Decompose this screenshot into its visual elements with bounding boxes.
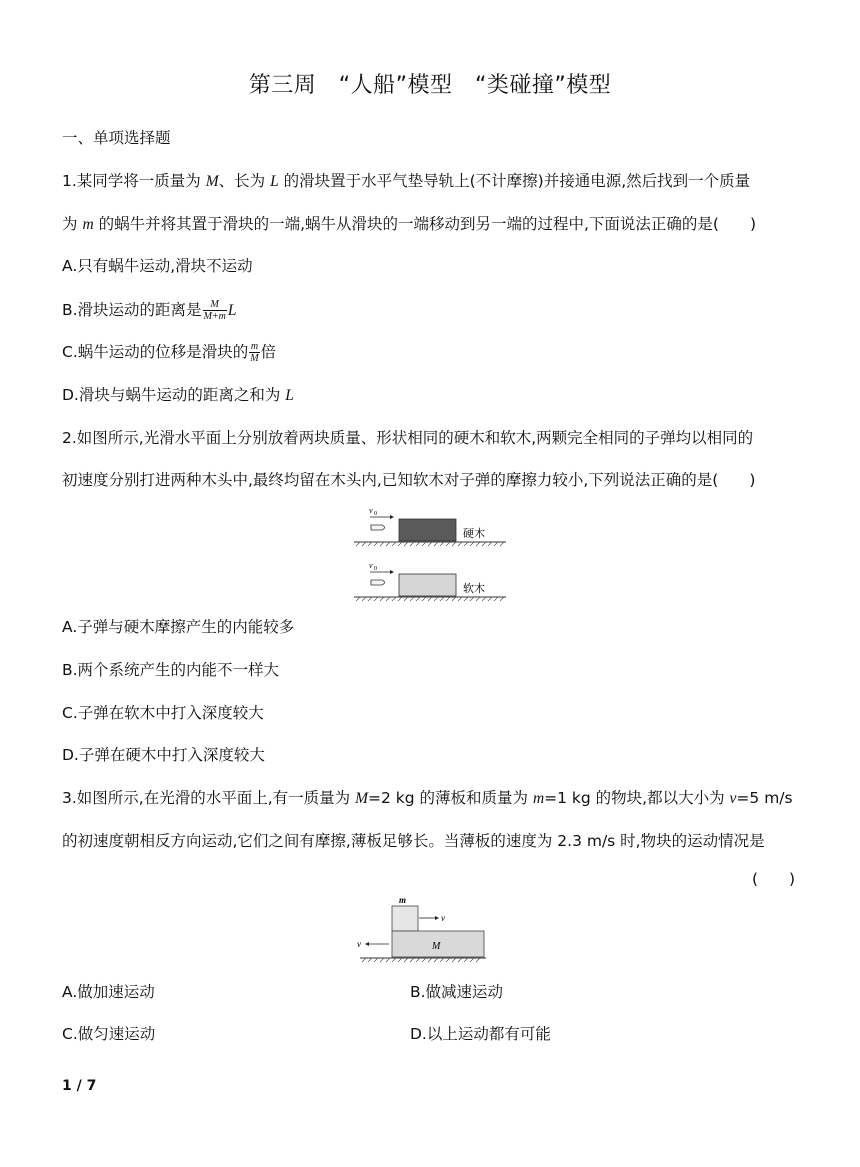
section-heading: 一、单项选择题 [62,129,171,147]
q3-option-c: C.做匀速运动 [62,1025,156,1043]
q2-option-d: D.子弹在硬木中打入深度较大 [62,746,265,764]
velocity-label: v [369,506,373,515]
q2-stem-line2: 初速度分别打进两种木头中,最终均留在木头内,已知软木对子弹的摩擦力较小,下列说法正确的是( ) [62,471,756,489]
q3-figure [356,893,488,965]
velocity-label: v [369,561,373,570]
q1-option-d: D.滑块与蜗牛运动的距离之和为 L [62,386,294,404]
answer-bracket: ( ) [752,870,796,888]
q2-option-a: A.子弹与硬木摩擦产生的内能较多 [62,618,295,636]
hardwood-label: 硬木 [463,527,485,540]
q2-stem-line1: 2.如图所示,光滑水平面上分别放着两块质量、形状相同的硬木和软木,两颗完全相同的子弹均以相同的 [62,429,754,447]
q3-stem-line2: 的初速度朝相反方向运动,它们之间有摩擦,薄板足够长。当薄板的速度为 2.3 m/s 时,物块的运动情况是 [62,832,765,850]
q3-option-a: A.做加速运动 [62,983,155,1001]
small-block [392,906,418,931]
bullet-icon [371,525,385,530]
softwood-label: 软木 [463,582,485,595]
page-number: 1 / 7 [62,1078,97,1094]
q3-option-d: D.以上运动都有可能 [410,1025,551,1043]
plank-M-label: M [432,941,441,952]
velocity-subscript: 0 [374,511,377,517]
page-title: 第三周 “人船”模型 “类碰撞”模型 [248,73,612,98]
q1-option-c: C.蜗牛运动的位移是滑块的 $\frac{m}{M}$ 倍 [62,341,277,364]
q1-option-a: A.只有蜗牛运动,滑块不运动 [62,257,253,275]
fraction: $\frac{m}{M}$ [250,341,259,364]
velocity-left-label: v [357,939,361,949]
q1-stem-line2: 为 m 的蜗牛并将其置于滑块的一端,蜗牛从滑块的一端移动到另一端的过程中,下面说法正确的是( ) [62,215,757,233]
velocity-right-label: v [441,913,445,923]
hardwood-block [399,519,456,541]
q3-stem-line1: 3.如图所示,在光滑的水平面上,有一质量为 M=2 kg 的薄板和质量为 m=1 kg 的物块,都以大小为 v=5 m/s [62,789,793,807]
q2-option-c: C.子弹在软木中打入深度较大 [62,704,264,722]
q2-option-b: B.两个系统产生的内能不一样大 [62,661,280,679]
softwood-block [399,574,456,596]
q2-figure [350,503,510,603]
velocity-subscript: 0 [374,566,377,572]
softwood-diagram [354,561,506,601]
q1-option-b: B.滑块运动的距离是 $\frac{M}{M+m}$ L [62,299,237,322]
q1-stem-line1: 1.某同学将一质量为 M、长为 L 的滑块置于水平气垫导轨上(不计摩擦)并接通电源,然后找到一个质量 [62,172,751,190]
hardwood-diagram [354,506,506,546]
bullet-icon [371,580,385,585]
q3-option-b: B.做减速运动 [410,983,504,1001]
block-m-label: m [399,895,407,905]
fraction: $\frac{M}{M+m}$ [203,299,226,322]
